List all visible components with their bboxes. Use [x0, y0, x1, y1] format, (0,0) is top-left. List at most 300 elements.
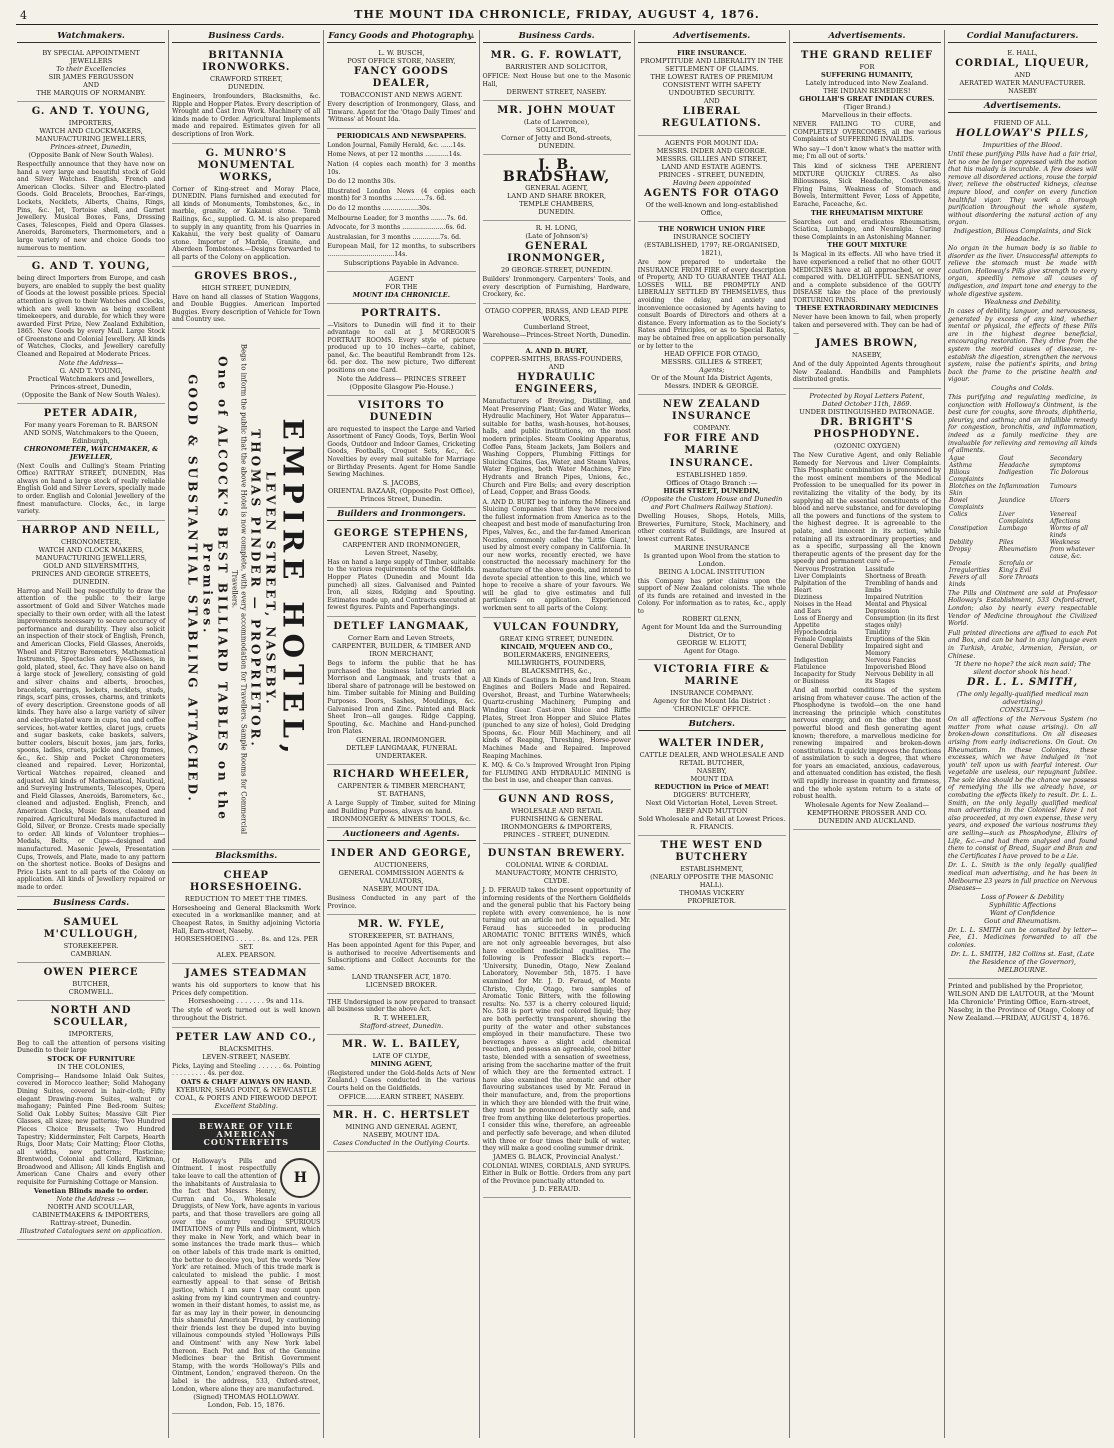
- table-cell: Hypochondria: [793, 628, 837, 636]
- ad-title: DR. BRIGHT'S PHOSPHODYNE.: [813, 417, 921, 441]
- ad-line: BEING A LOCAL INSTITUTION: [658, 567, 765, 576]
- ad-body: K. MQ. & Co.'s Improved Wrought Iron Piping for FLUMING AND HYDRAULIC MINING is the best in use, and cheaper than canvas.: [482, 762, 631, 785]
- ad-body: Is Magical in its effects. All who have tried it have experienced a relief that no other GOUT MEDICINES have at all approached, or ever compared with. DELIGHTFUL SENSATIONS, and a complete subsidence of the GOUTY DISEASE take the place of the previously TORTURING PAINS.: [792, 251, 942, 304]
- ad-body: Dr. L. L. SMITH can be consulted by letter—Fee, £1. Medicines forwarded to all the colonies.: [948, 926, 1098, 949]
- walter-inder-ad: [638, 734, 786, 836]
- ad-line: LAND AND ESTATE AGENTS.: [661, 163, 763, 171]
- ad-line: One of ALCOCK'S BEST BILLIARD TABLES on the Premises.: [200, 356, 230, 822]
- ad-line: Of the well-known and long-established Office,: [645, 201, 778, 217]
- ad-line: ST. BATHANS,: [377, 789, 426, 798]
- price-line: Australasian, for 3 months ..............7s. 6d.: [327, 233, 462, 241]
- ad-line: Princes-street, Dunedin,: [50, 382, 132, 391]
- table-row: [948, 469, 1097, 483]
- ad-line: MOUNT IDA CHRONICLE.: [352, 290, 451, 299]
- ad-title: JAMES BROWN,: [815, 338, 919, 350]
- ad-title: RICHARD WHEELER,: [332, 768, 470, 780]
- ad-title: G. AND T. YOUNG,: [31, 106, 151, 117]
- section-heading: Business Cards.: [17, 899, 165, 910]
- ad-body: Dr. L. L. Smith is the only legally qualified medical man advertising, and he has been in Melbourne 23 years in full practice on Nervous Diseases—: [948, 862, 1098, 893]
- ad-line: DIGGERS' BUTCHERY,: [673, 791, 751, 800]
- ad-line: HIGH STREET, DUNEDIN,: [663, 487, 761, 496]
- ad-line: Agent for Mount Ida and the Surrounding District, Or to: [641, 623, 782, 640]
- table-row: [793, 573, 941, 580]
- ad-body: this Company has prior claims upon the support of New Zealand colonists. The whole of its funds are retained and invested in the Colony. For information as to rates, &c., apply to: [637, 577, 786, 615]
- ad-title: DETLEF LANGMAAK,: [333, 620, 470, 632]
- ad-line: THOMAS VICKERY: [679, 889, 745, 898]
- ad-line: PROPRIETOR.: [687, 897, 737, 906]
- table-cell: Colics: [949, 510, 968, 518]
- ad-line: STOREKEEPER.: [63, 941, 119, 950]
- table-cell: Dropsy: [949, 545, 971, 553]
- table-cell: Debility: [949, 538, 973, 546]
- ad-line: BOILERMAKERS, ENGINEERS, MILLWRIGHTS, FOUNDERS, BLACKSMITHS, &c.,: [503, 650, 611, 675]
- ad-body: Are now prepared to undertake the INSURANCE FROM FIRE of every description of Property, AND TO GUARANTEE THAT ALL LOSSES WILL BE PROMPTLY AND LIBERALLY SETTLED BY THEMSELVES, thus avoiding the delay, and anxiety and inconvenience occasioned by Agents having to consult Boards of Directors and others at a distance. Every information as to the Society's Rates and Principles, or as to Special Rates, may be obtained free on application personally or by letter to the: [637, 259, 786, 350]
- table-cell: Nervous Prostration: [793, 565, 856, 573]
- ad-line: CHRONOMETER,: [60, 537, 122, 546]
- ad-line: WATCH AND CLOCK MAKERS,: [38, 545, 144, 554]
- ad-line: CARPENTER & TIMBER MERCHANT,: [337, 781, 466, 790]
- rt-wheeler-ad: [327, 994, 475, 1035]
- ad-line: DERWENT STREET, NASEBY.: [506, 88, 607, 97]
- ad-body: Comprising— Handsome Inlaid Oak Suites, covered in Morocco leather; Solid Mahogany Dining Suites, covered in hair-cloth; Fifty elegant Drawing-room Suites, walnut or mahogany; Painted Pine Bed-room Suites; Solid Oak Lobby Suites; Massive Gilt Pier Glasses, all sizes; new patterns; Two Hundred Pieces Choice Brussels; Two Hundred Tapestry; Kidderminster, Felt Carpets, Hearth Rugs, Door Mats; Coir Matting; Floor Cloths, all widths, new patterns; Plasticine; Brentwood, Colonial and Collard, Kirkman, Broadwood and Allison; All kinds English and American Cane Chairs and every other requisite for Furnishing Cottage or Mansion.: [17, 1072, 166, 1187]
- ad-line: Weakness and Debility.: [984, 298, 1061, 307]
- ad-body: A. AND D. BURT beg to inform the Miners and Sluicing Companies that they have received the fullest information from America as to the cheapest and best mode of manufacturing Iron Pipes, Valves, &c., and the far-famed American Nozzles, commonly called the 'Little Giant,' used by almost every company in California. In our new works, recently erected, we have constructed the necessary machinery for the manufacture of the above goods, and intend to devote special attention to this line, which we hope to receive a share of your favours. We will be glad to give estimates and full particulars on application. Experienced workmen sent to all parts of the Colony.: [482, 498, 631, 612]
- north-scoullar-ad: [17, 1001, 165, 1240]
- ad-title: MR. H. C. HERTSLET: [332, 1109, 471, 1121]
- ad-line: BUTCHER,: [72, 979, 110, 988]
- ad-title: CHEAP HORSESHOEING.: [189, 869, 303, 893]
- ad-line: SUFFERING HUMANITY,: [820, 71, 913, 79]
- ad-line: Agency for the Mount Ida District : 'CHRONICLE' OFFICE.: [653, 697, 771, 714]
- ad-title: THE GRAND RELIEF: [800, 50, 934, 61]
- empire-hotel-ad: [172, 329, 320, 850]
- ad-line: J. D. FERAUD.: [532, 1185, 581, 1194]
- ad-body: Until these purifying Pills have had a fair trial, let no one be longer oppressed with the notion that his malady is incurable. A few doses will remove all disordered actions, rouse the torpid liver, relieve the obstructed kidneys, cleanse impure blood, and confer on every function healthful vigor. They work a thorough purification throughout the whole system, without disordering the natural action of any organ.: [948, 151, 1098, 227]
- ad-line: BEEF AND MUTTON: [676, 807, 748, 816]
- ad-body: THE Undersigned is now prepared to transact all business under the above Act.: [327, 998, 476, 1014]
- pipe-works-ad: [483, 304, 631, 344]
- ad-body: Horseshoeing and General Blacksmith Work executed in a workmanlike manner, and at Cheapest Rates, in Smithy adjoining Victoria Hall, Earn-street, Naseby.: [172, 904, 321, 935]
- ad-body: All Kinds of Castings in Brass and Iron. Steam Engines and Boilers Made and Repaired. Overshot, Breast, and Turbine Waterwheels; Quartz-crushing Machinery, Pumping and Winding Gear. Cast-iron Sluice and Riffle Plates, Street Iron Hopper and Sluice Plates (punched to any size of holes), Gold Dredging Spoons, &c. Flour Mill Machinery, and all kinds of Reaping, Threshing, Horse-power Machines Made and Repaired. Improved Reaping Machines.: [482, 676, 631, 760]
- ad-line: DETLEF LANGMAAK, FUNERAL UNDERTAKER.: [346, 743, 457, 760]
- table-cell: Rheumatism: [998, 545, 1038, 553]
- ad-line: (Opposite the Bank of New South Wales).: [21, 390, 161, 399]
- ad-line: Offices of Otago Branch :—: [666, 479, 758, 488]
- hall-cordial-ad: [948, 46, 1097, 100]
- table-cell: Constipation: [949, 524, 988, 532]
- ad-line: Loss of Power & Debility: [981, 892, 1064, 901]
- ad-line: (OZONIC OXYGEN): [833, 442, 901, 451]
- ad-line: BY SPECIAL APPOINTMENT: [42, 49, 140, 57]
- ad-line: Syphilitic Affections: [989, 900, 1057, 909]
- ad-line: BLACKSMITHS.: [219, 1044, 274, 1053]
- section-heading: Watchmakers.: [17, 32, 165, 43]
- inder-george-ad: [327, 844, 475, 915]
- busch-ad: [327, 46, 475, 129]
- ad-line: GREAT KING STREET, DUNEDIN.: [499, 634, 614, 643]
- column-1: [14, 30, 169, 1438]
- ad-line: 'It there no hope? the sick man said; The silent doctor shook his head.': [954, 660, 1091, 677]
- table-row: [793, 643, 941, 657]
- ad-line: BARRISTER AND SOLICITOR,: [505, 63, 608, 71]
- ad-body: And of the duly Appointed Agents throughout New Zealand. Handbills and Pamphlets distributed gratis.: [792, 361, 942, 384]
- west-end-butchery-ad: [638, 836, 786, 910]
- ad-line: MOUNT IDA: [690, 775, 734, 784]
- ad-title: VICTORIA FIRE & MARINE: [653, 664, 770, 688]
- ad-title: VISITORS TO DUNEDIN: [358, 399, 445, 423]
- ad-body: This purifying and regulating medicine, in conjunction with Holloway's Ointment, is the best cure for coughs, sore throats, diphtheria, pleurisy, and asthma; and an infallible remedy for congestion, bronchitis, and inflammation, indeed as a family medicine they are invaluable for relieving and removing all kinds of ailments.: [948, 394, 1098, 455]
- ad-line: Note the Address :—: [56, 1194, 126, 1203]
- ad-title: NORTH AND SCOULLAR,: [50, 1004, 132, 1028]
- table-cell: Tic Dolorous: [1049, 468, 1089, 476]
- table-row: [793, 594, 941, 601]
- wheeler-ad: [327, 765, 475, 828]
- bradshaw-ad: [483, 155, 631, 221]
- ad-line: THE NORWICH UNION FIRE: [658, 225, 766, 233]
- ad-line: CARPENTER, BUILDER, & TIMBER AND IRON MERCHANT,: [331, 641, 471, 658]
- norwich-union-ad: [638, 222, 786, 395]
- table-row: [793, 629, 941, 636]
- ad-line: Impurities of the Blood.: [982, 141, 1063, 149]
- table-cell: [1049, 560, 1097, 574]
- ad-title: THE WEST END BUTCHERY: [660, 840, 763, 864]
- ad-line: INSURANCE SOCIETY: [673, 233, 751, 241]
- table-cell: from whatever cause, &c.: [1049, 545, 1095, 560]
- ad-line: Gout and Rheumatism.: [984, 916, 1061, 925]
- ad-line: Dr. L. L. SMITH, 182 Collins st. East, (Late the Residence of the Governor), MELBOURNE.: [950, 949, 1095, 974]
- ad-line: GOOD & SUBSTANTIAL STABLING ATTACHED.: [185, 374, 200, 804]
- table-cell: Female Irregularities: [949, 559, 990, 574]
- ad-line: HORSESHOEING . . . . . . 8s. and 12s. PER SET.: [174, 935, 318, 952]
- table-cell: Ulcers: [1049, 496, 1070, 504]
- periodicals-ad: [327, 129, 475, 272]
- ad-body: Searches out and eradicates Rheumatism, Sciatica, Lumbago, and Neuralgia. Curing these Complaints in an Astonishing Manner.: [792, 218, 942, 241]
- ad-title: NEW ZEALAND INSURANCE: [662, 399, 761, 423]
- visitors-ad: [327, 396, 475, 508]
- ad-line: FURNISHING & GENERAL IRONMONGERS & IMPORTERS,: [501, 814, 613, 831]
- ad-line: PRINCES AND GEORGE STREETS,: [31, 569, 151, 578]
- ad-body: Picks, Laying and Steeling . . . . . . 6s. Pointing . . . . . . . . . 4s. per doz.: [172, 1062, 321, 1078]
- stephens-ad: [327, 524, 475, 617]
- table-cell: Headache: [998, 461, 1030, 469]
- table-cell: Weakness: [1049, 538, 1080, 546]
- ad-line: LEVEN STREET, NASEBY.: [263, 471, 278, 707]
- ad-body: Have on hand all classes of Station Waggons, and Double Buggies. American Imported Buggies. Every description of Vehicle for Town and Country use.: [172, 293, 321, 324]
- ad-line: GOLD AND SILVERSMITHS,: [43, 561, 140, 570]
- ad-line: CROMWELL.: [68, 987, 114, 996]
- ad-line: NASEBY, MOUNT IDA.: [362, 885, 440, 894]
- ad-line: CABINETMAKERS & IMPORTERS,: [32, 1210, 150, 1219]
- ad-body: Engineers, Ironfounders, Blacksmiths, &c. Ripple and Hopper Plates. Every description of Wrought and Cast Iron Work. Machinery of all kinds made to Order. Agricultural Implements made and repaired. Estimates given for all descriptions of Iron Work.: [172, 93, 321, 138]
- ad-line: POST OFFICE STORE, NASEBY,: [347, 57, 456, 65]
- ad-line: Corner Earn and Leven Streets,: [348, 633, 455, 642]
- ad-line: IMPORTERS,: [68, 1029, 114, 1038]
- ad-line: MARINE INSURANCE: [673, 543, 750, 552]
- ad-body: This kind of sickness THE APERIENT MIXTURE QUICKLY CURES. As also Biliousness, Sick Headache, Costiveness, Flying Pains, Weakness of Stomach and Bowels, Intermittent Fever, Loss of Appetite, Earache, Faceache, &c.: [792, 162, 942, 208]
- remedies-table: [948, 455, 1097, 588]
- ad-title: WALTER INDER,: [658, 738, 765, 750]
- holloway-pills-ad: [948, 116, 1097, 979]
- ad-line: UNDOUBTED SECURITY.: [668, 89, 756, 97]
- table-cell: Palpitation of the Heart: [793, 579, 847, 594]
- mcullough-ad: [17, 913, 165, 963]
- ad-line: Want of Confidence: [989, 908, 1056, 917]
- ad-body: are requested to inspect the Large and Varied Assortment of Fancy Goods, Toys, Berlin Wool Goods, Outdoor and Indoor Games, Cricketing Goods, Footballs, Croquet Sets, &c., &c. Novelties by every mail suitable for Marriage or Birthday Presents. Agent for Home Sandle Sewing Machines.: [327, 425, 476, 479]
- ad-line: KYEBURN, SHAG POINT, & NEWCASTLE COAL, & PORTS AND FIREWOOD DEPOT.: [174, 1085, 318, 1102]
- ad-line: A. AND D. BURT,: [525, 346, 588, 355]
- ad-line: Illustrated Catalogues sent on application.: [19, 1226, 163, 1235]
- ad-line: Is granted upon Wool from the station to London.: [643, 551, 780, 568]
- harrop-neill-ad: [17, 521, 165, 897]
- price-line: Advocate, for 3 months ......................6s. 6d.: [327, 224, 467, 232]
- ad-title: MR. JOHN MOUAT: [497, 105, 616, 117]
- ad-title: GROVES BROS.,: [194, 270, 299, 282]
- ad-line: STOREKEEPER, ST. BATHANS,: [348, 932, 455, 941]
- ad-line: Sold Wholesale and Retail at Lowest Prices.: [638, 815, 786, 824]
- ad-line: AGENT: [388, 274, 414, 283]
- section-heading: Business Cards.: [172, 32, 320, 43]
- imprint: Printed and published by the Proprietor, WILSON AND DE LAUTOUR, at the 'Mount Ida Chronicle' Printing Office, Earn-street, Naseby, in the Province of Otago, Colony of New Zealand.—FRIDAY, AUGUST 4, 1876.: [948, 981, 1095, 1022]
- ad-title: GUNN AND ROSS,: [498, 793, 615, 805]
- ad-body: Has on hand a large supply of Timber, suitable to the various requirements of the Goldfields. Hopper Plates (Dunedin and Mount Ida punched) all sizes. Galvanised and Painted Iron, all sizes, Ridging and Spouting. Estimates made up, and Contracts executed at fewest figures. Paints and Paperhangings.: [327, 558, 476, 612]
- ad-body: COLONIAL WINES, CORDIALS, AND SYRUPS. Either in Bulk or Bottle. Orders from any part of the Province punctually attended to.: [482, 1162, 631, 1185]
- ad-line: NORTH AND SCOULLAR,: [47, 1202, 135, 1211]
- ad-line: Dated October 11th, 1869.: [822, 400, 912, 409]
- ad-body: Manufacturers of Brewing, Distilling, and Meat Preserving Plant; Gas and Water Works, Hydraulic Machinery, Hot Water Apparatus—suitable for baths, wash-houses, hot-houses, halls, and public institutions, on the most modern principles. Steam Cooking Apparatus, Coffee Pans, Steam Jackets, Jam Boilers and Washing Coppers, Plumbing Fittings for Sluicing Claims, Gas, Water, and Steam Valves, Water Engines, both Water Machines, Fire Hydrants and Branch Pipes, Unions, &c., Church and Fire Bells; and every description of Lead, Copper, and Brass Goods.: [482, 397, 631, 497]
- ad-line: CATTLE DEALER, AND WHOLESALE AND RETAIL BUTCHER,: [639, 751, 784, 768]
- column-5: [635, 30, 790, 1438]
- holloway-warning-ad: [172, 1153, 320, 1414]
- ad-line: Next Old Victorian Hotel, Leven Street.: [645, 799, 778, 808]
- table-cell: Indigestion: [793, 656, 829, 664]
- ad-body: The Pills and Ointment are sold at Professor Holloway's Establishment, 533 Oxford-street, London; also by nearly every respectable Vendor of Medicine throughout the Civilized World.: [948, 589, 1098, 628]
- ad-line: IRONMONGERY & MINERS' TOOLS, &c.: [331, 815, 471, 824]
- ad-title: INDER AND GEORGE,: [331, 848, 472, 860]
- ad-line: INSURANCE COMPANY.: [670, 689, 754, 698]
- ad-line: Coughs and Colds.: [991, 384, 1054, 393]
- peter-law-ad: [172, 1028, 320, 1115]
- ad-title: LIBERAL REGULATIONS.: [661, 106, 762, 129]
- ad-line: PRINCES - STREET, DUNEDIN.: [503, 830, 610, 839]
- table-cell: Gout: [998, 454, 1014, 462]
- table-cell: Consumption (in its first stages only): [865, 614, 940, 629]
- ad-line: IN THE COLONIES,: [57, 1062, 125, 1071]
- table-row: [793, 615, 941, 629]
- counterfeit-banner: BEWARE OF VILE AMERICAN COUNTERFEITS: [172, 1118, 320, 1150]
- table-cell: Impoverished Blood: [865, 663, 927, 671]
- ad-line: NASEBY,: [696, 767, 727, 776]
- ad-line: G. AND T. YOUNG,: [59, 366, 123, 375]
- ad-line: 29 GEORGE-STREET, DUNEDIN.: [500, 266, 613, 275]
- ad-line: LAND TRANSFER ACT, 1870.: [351, 972, 452, 981]
- rotated-ad: [185, 339, 308, 839]
- ad-line: LAND AND SHARE BROKER,: [507, 192, 607, 201]
- price-line: European Mail, for 12 months, to subscribers ..................................14s.: [327, 243, 476, 258]
- ad-title: PETER ADAIR,: [43, 407, 139, 419]
- ad-line: (Signed) THOMAS HOLLOWAY.: [193, 1393, 300, 1402]
- table-cell: Lassitude: [865, 565, 895, 573]
- ad-line: STOCK OF FURNITURE: [47, 1054, 135, 1063]
- ad-line: WATCH AND CLOCKMAKERS,: [39, 127, 143, 135]
- agents-ad: [638, 136, 786, 222]
- table-cell: Ague: [949, 454, 965, 462]
- ad-line: LATE OF CLYDE,: [372, 1051, 431, 1060]
- table-row: [948, 560, 1097, 574]
- ad-line: GENERAL COMMISSION AGENTS & VALUATORS,: [338, 869, 465, 886]
- victoria-insurance-ad: [638, 660, 786, 718]
- ad-line: LICENSED BROKER.: [365, 980, 438, 989]
- ad-line: MINING AND GENERAL AGENT,: [345, 1122, 458, 1131]
- table-row: [948, 462, 1097, 469]
- ad-line: Warehouse—Princes-Street North, Dunedin.: [482, 330, 631, 339]
- ad-body: J. D. FERAUD takes the present opportunity of informing residents of the Northern Goldfields and the general public that his Factory being replete with every convenience, he is now turning out an article not to be equalled. Mr. Feraud has succeeded in producing AROMATIC TONIC BITTERS WINES, which are not only agreeable beverages, but also have excellent medicinal qualities. The following is Professor Black's report:— 'University, Dunedin, Otago, New Zealand Laboratory, November 5th, 1875. I have examined for Mr. J. D. Feraud, of Monte Christo, Clyde, Otago, two samples of Aromatic Tonic Bitters, with the following results: No. 537 is a cherry coloured liquid; No. 538 is port wine red colored liquid; they are both perfectly transparent, showing the purity of the water and other substances employed in their manufacture. These two beverages have a slight acid chemical reaction, and possess an agreeable, cool bitter taste, blended with a sensation of sweetness, arising from the saccharine matter of the fruit of which they are the fermented extract. I have also examined the aromatic and other flavouring substances used by Mr. Feraud in their manufacture, and, from the proportions in which they are blended with the fruit wine, they must be pronounced perfectly safe, and free from anything like deleterious properties. I consider this wine, therefore, an agreeable and perfectly safe beverage, and when diluted with three or four times their bulk of water, they will make a good cooling summer drink.: [482, 886, 631, 1153]
- ad-body: Of Holloway's Pills and Ointment. I most respectfully take leave to call the attention of the inhabitants of Australasia to the fact that Messrs. Henry, Curran and Co., Wholesale Druggists, of New York, have agents in various parts, and that those travellers are going all over the country vending SPURIOUS IMITATIONS of my Pills and Ointment, which they make in New York, and which bear in some instances the trade mark thus— which on other labels of this trade mark is omitted, the better to deceive you, but the words 'New York' are retained. Much of this trade mark is calculated to mislead the public. I most earnestly appeal to that sense of British justice, which I am sure I may count upon asking from my kind countrymen and country-women in their distant homes, to assist me, as far as may lay in their power, in denouncing this shameful American Fraud, by cautioning their friends lest they be duped into buying villainous compounds styled 'Holloways Pills and Ointment' with any New York label thereon. Each Pot and Box of the Genuine Medicines bear the British Government Stamp, with the words 'Holloway's Pills and Ointment, London,' engraved thereon. On the label is the address, 533, Oxford-street, London, where alone they are manufactured.: [172, 1157, 321, 1393]
- ad-line: LEVEN-STREET, NASEBY.: [202, 1052, 291, 1061]
- dunstan-brewery-ad: [483, 844, 631, 1199]
- table-cell: Venereal Affections: [1049, 510, 1081, 525]
- ad-line: COMPANY.: [693, 424, 731, 433]
- ad-line: AND: [83, 81, 99, 89]
- ad-title: HYDRAULIC ENGINEERS,: [515, 371, 599, 395]
- ad-line: Corner of Jetty and Bond-streets,: [501, 134, 613, 143]
- table-cell: Impaired sight and Memory: [865, 642, 924, 657]
- ad-line: MANUFACTURING JEWELLERS,: [35, 135, 147, 143]
- ad-body: Has been appointed Agent for this Paper, and is authorised to receive Advertisements and Subscriptions and Collect Accounts for the same.: [327, 942, 476, 973]
- ad-body: being direct Importers from Europe, and cash buyers, are enabled to supply the best quality of Goods at the lowest possible prices. Special attention is given to their Watches and Clocks, which are well known as being excellent timekeepers, and durable, for which they were awarded First Prize, New Zealand Exhibition, 1865. New Goods by every Mail. Large Stock of Greenstone and Colonial Jewellery. All kinds of Watches, Clocks, and Jewellery carefully Cleaned and Repaired at Moderate Prices.: [17, 275, 166, 359]
- masthead-title: THE MOUNT IDA CHRONICLE, FRIDAY, AUGUST 4, 1876.: [354, 8, 760, 21]
- table-cell: Indigestion: [998, 468, 1034, 476]
- ad-line: DUNEDIN.: [227, 83, 265, 91]
- ad-line: PRINCES - STREET, DUNEDIN,: [658, 171, 765, 179]
- young-ad-2: [17, 257, 165, 404]
- ad-title: PETER LAW AND CO.,: [175, 1031, 317, 1043]
- ad-title: MR. W. FYLE,: [357, 919, 446, 931]
- table-row: [793, 657, 941, 664]
- table-row: [948, 511, 1097, 525]
- ad-title: G. MUNRO'S MONUMENTAL WORKS,: [197, 147, 295, 183]
- ad-title: MR. G. F. ROWLATT,: [490, 50, 623, 61]
- ad-line: AUCTIONEERS,: [374, 861, 429, 870]
- section-heading: Cordial Manufacturers.: [948, 32, 1097, 43]
- ad-body: A Large Supply of Timber, suited for Mining and Building Purposes, always on hand.: [327, 799, 476, 815]
- ad-line: (Late of Johnson's): [525, 232, 588, 241]
- table-cell: Liver Complaints: [793, 572, 846, 580]
- table-cell: Mental and Physical Depression: [865, 600, 927, 615]
- ad-line: MINING AGENT,: [370, 1059, 433, 1068]
- ad-line: GEORGE W. ELIOTT,: [676, 639, 747, 648]
- phosphodyne-ad: [793, 389, 941, 830]
- ad-line: (Late of Lawrence),: [523, 118, 590, 127]
- ad-line: Rattray-street, Dunedin.: [50, 1218, 132, 1227]
- ad-title: PORTRAITS.: [361, 307, 442, 319]
- ad-line: GENERAL AGENT,: [525, 184, 589, 193]
- ad-line: JAMES G. BLACK, Provincial Analyst.': [492, 1152, 621, 1161]
- ad-line: ORIENTAL BAZAAR, (Opposite Post Office), Princes Street, Dunedin.: [327, 486, 475, 503]
- section-heading: Butchers.: [638, 720, 786, 731]
- ad-line: (Tiger Brand.): [843, 103, 891, 111]
- ad-line: Practical Watchmakers and Jewellers,: [27, 374, 155, 383]
- table-cell: Fevers of all kinds: [949, 573, 987, 588]
- ad-title: J. B. BRADSHAW,: [502, 157, 611, 186]
- section-heading: Auctioneers and Agents.: [327, 830, 475, 841]
- table-row: [948, 497, 1097, 511]
- table-cell: Worms of all kinds: [1049, 524, 1088, 539]
- ad-title: JAMES STEADMAN: [184, 968, 308, 980]
- ad-line: Note the Address— PRINCES STREET (Opposite Glasgow Pie-House.): [336, 374, 466, 391]
- ad-line: DUNEDIN.: [538, 208, 575, 217]
- horseshoeing-ad: [172, 866, 320, 964]
- ad-line: HEAD OFFICE FOR OTAGO,: [664, 350, 760, 359]
- section-heading: Blacksmiths.: [172, 852, 320, 863]
- ad-line: For many years Foreman to R. BARSON AND SONS, Watchmakers to the Queen, Edinburgh,: [23, 420, 159, 445]
- table-row: [948, 483, 1097, 497]
- price-line: Melbourne Leader, for 3 months ........7s. 6d.: [327, 214, 468, 222]
- table-row: [793, 601, 941, 615]
- ad-title: FANCY GOODS DEALER,: [354, 66, 449, 89]
- ad-line: Cumberland Street,: [523, 322, 590, 331]
- ad-body: Builders' Ironmongery. Carpenters' Tools, and every description of Furnishing, Hardware, Crockery, &c.: [482, 276, 631, 299]
- ad-line: MANUFACTURING JEWELLERS,: [35, 553, 147, 562]
- ad-line: OFFICE.......EARN STREET, NASEBY.: [338, 1092, 465, 1101]
- ad-title: OWEN PIERCE: [43, 966, 139, 978]
- price-line: Home News, at per 12 months ............14s.: [327, 151, 462, 159]
- ad-line: (NEARLY OPPOSITE THE MASONIC HALL).: [650, 873, 774, 890]
- ad-line: (ESTABLISHED, 1797; RE-ORGANISED, 1821),: [644, 241, 780, 257]
- price-line: Nation (4 copies each month) for 3 months 10s.: [327, 160, 476, 176]
- section-heading: Fancy Goods and Photography.: [328, 31, 475, 41]
- trade-mark-seal-icon: H: [280, 1158, 320, 1198]
- table-cell: Secondary: [1049, 454, 1083, 462]
- ad-line: ALEX. PEARSON.: [216, 951, 276, 960]
- table-cell: Impaired Nutrition: [865, 593, 923, 601]
- gunn-ross-ad: [483, 790, 631, 844]
- table-cell: Liver Complaints: [998, 510, 1034, 525]
- ad-line: NASEBY, MOUNT IDA.: [362, 1130, 440, 1139]
- ad-body: Who say—'I don't know what's the matter with me; I'm all out of sorts.': [792, 145, 942, 161]
- ad-line: MESSRS. GILLIES AND STREET,: [656, 155, 768, 163]
- ad-body: wants his old supporters to know that his Prices defy competition.: [172, 982, 321, 997]
- table-row: [948, 525, 1097, 539]
- ad-line: CONSULTS—: [999, 706, 1046, 715]
- ad-line: SIR JAMES FERGUSSON: [48, 73, 134, 81]
- ad-line: Having been appointed: [672, 179, 751, 187]
- ad-body: And all morbid conditions of the system arising from whatever cause. The action of the Phosphodyne is twofold—on the one hand increasing the principle which constitutes nervous energy, and on the other the most powerful blood and flesh generating agent known; therefore, a marvellous medicine for renewing impaired and broken-down constitutions. It quickly improves the functions of assimilation to such a degree, that where for years an emaciated, anxious, cadaverous, and attenuated condition has existed, the flesh will rapidly increase in quantity and firmness, and the whole system return to a state of robust health.: [792, 686, 942, 801]
- ad-line: KINCAID, M'QUEEN AND CO.,: [500, 642, 613, 651]
- ad-line: Protected by Royal Letters Patent,: [809, 392, 925, 401]
- table-cell: Dizziness: [793, 593, 823, 601]
- ad-line: THOMAS PINDER — PROPRIETOR.: [248, 429, 263, 749]
- ad-body: The style of work turned out is well known throughout the District.: [172, 1007, 321, 1023]
- table-row: [948, 574, 1097, 588]
- ad-title: INSURANCE.: [669, 458, 754, 470]
- ad-line: TEMPLE CHAMBERS,: [519, 200, 595, 209]
- ad-line: AGENTS FOR MOUNT IDA:: [665, 139, 759, 147]
- ad-line: NASEBY,: [851, 351, 883, 360]
- ad-line: (Opposite the Custom House and Dunedin and Port Chalmers Railway Station).: [641, 495, 783, 512]
- table-cell: Nervous Debility in all its Stages: [865, 670, 934, 685]
- table-cell: Bowel Complaints: [949, 496, 984, 511]
- ad-line: Marvellous in their effects.: [821, 111, 913, 119]
- ad-line: FIRE INSURANCE.: [677, 49, 747, 57]
- column-6: [790, 30, 945, 1438]
- ad-body: No organ in the human body is so liable to disorder as the liver. Unsuccessful attempts to relieve the stomach must be made with caution. Holloway's Pills give strength to every organ, speedily remove all causes of indigestion, and impart tone and energy to the whole digestive system.: [948, 244, 1098, 298]
- section-heading: Builders and Ironmongers.: [327, 510, 475, 521]
- ad-line: OTAGO COPPER, BRASS, AND LEAD PIPE WORKS,: [484, 306, 629, 323]
- ad-line: PROMPTITUDE AND LIBERALITY IN THE SETTLEMENT OF CLAIMS.: [640, 57, 784, 73]
- ad-line: Or of the Mount Ida District Agents,: [651, 374, 773, 383]
- agent-ad: [327, 272, 475, 304]
- ad-line: FRIEND OF ALL.: [993, 119, 1052, 127]
